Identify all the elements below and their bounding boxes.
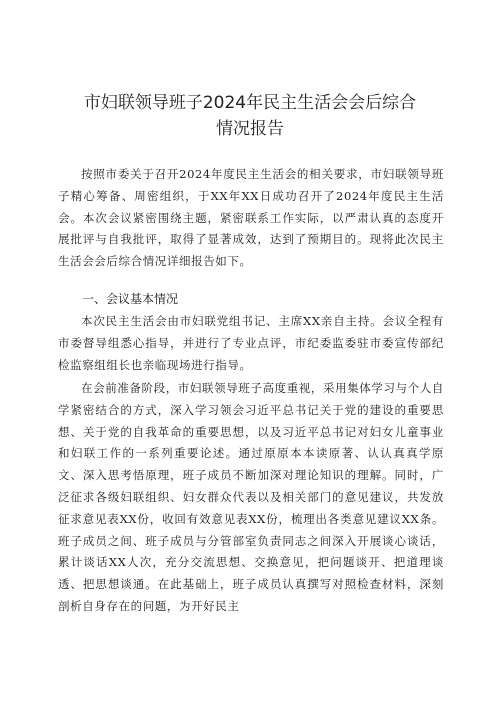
document-title-line-2: 情况报告	[216, 119, 284, 139]
section-heading-meeting-overview: 一、会议基本情况	[82, 292, 179, 306]
preparation-paragraph: 在会前准备阶段，市妇联领导班子高度重视，采用集体学习与个人自学紧密结合的方式，深入学习领会习近平总书记关于党的建设的重要思想、关于党的自我革命的重要思想，以及习近平总书记对妇女儿童事业和妇联工作的一系列重要论述。通过原原本本读原著、认认真真学原文、深入思考悟原理，班子成员不断加深对理论知识的理解。同时，广泛征求各级妇联组织、妇女群众代表以及相关部门的意见建议，共发放征求意见表XX份，收回有效意见表XX份，梳理出各类意见建议XX条。班子成员之间、班子成员与分管部室负责同志之间深入开展谈心谈话，累计谈话XX人次，充分交流思想、交换意见，把问题谈开、把道理谈透、把思想谈通。在此基础上，班子成员认真撰写对照检查材料，深刻剖析自身存在的问题，为开好民主	[58, 381, 444, 613]
intro-paragraph: 按照市委关于召开2024年度民主生活会的相关要求，市妇联领导班子精心筹备、周密组织，于XX年XX日成功召开了2024年度民主生活会。本次会议紧密围绕主题，紧密联系工作实际，以严肃认真的态度开展批评与自我批评，取得了显著成效，达到了预期目的。现将此次民主生活会会后综合情况详细报告如下。	[58, 167, 444, 269]
document-title-line-1: 市妇联领导班子2024年民主生活会会后综合	[83, 93, 417, 113]
meeting-host-paragraph: 本次民主生活会由市妇联党组书记、主席XX亲自主持。会议全程有市委督导组悉心指导，并进行了专业点评，市纪委监委驻市委宣传部纪检监察组组长也亲临现场进行指导。	[58, 314, 444, 372]
